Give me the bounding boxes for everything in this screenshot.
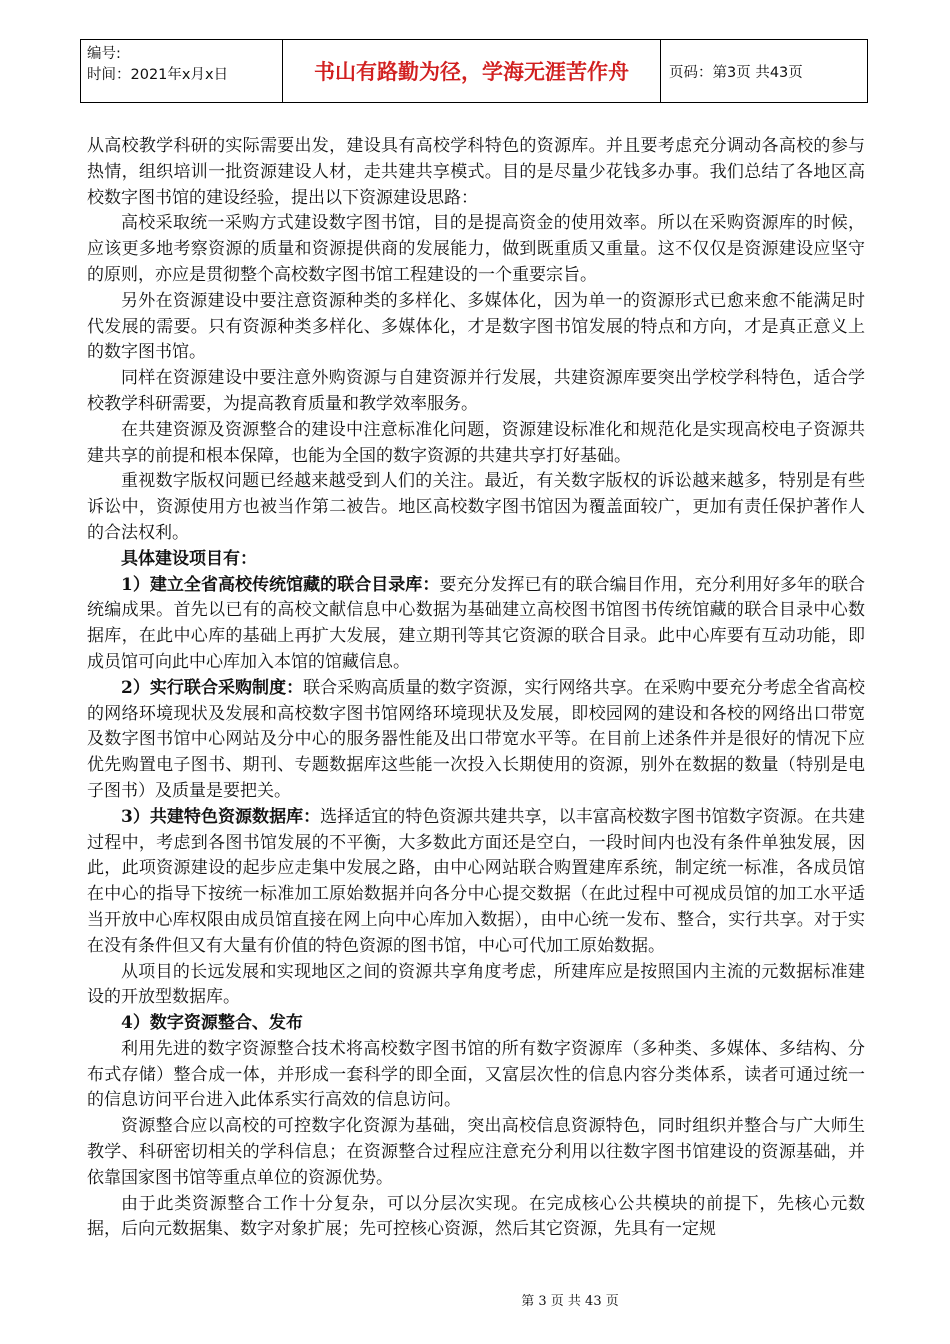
- paragraph: 另外在资源建设中要注意资源种类的多样化、多媒体化，因为单一的资源形式已愈来愈不能满足时代发展的需要。只有资源种类多样化、多媒体化，才是数字图书馆发展的特点和方向，才是真正意义上的数字图书馆。: [87, 290, 865, 363]
- page-header: [80, 39, 868, 103]
- paragraph: 1）建立全省高校传统馆藏的联合目录库：要充分发挥已有的联合编目作用，充分利用好多年的联合统编成果。首先以已有的高校文献信息中心数据为基础建立高校图书馆图书传统馆藏的联合目录中心数据库，在此中心库的基础上再扩大发展，建立期刊等其它资源的联合目录。此中心库要有互动功能，即成员馆可向此中心库加入本馆的馆藏信息。: [87, 574, 866, 672]
- paragraph: 从项目的长远发展和实现地区之间的资源共享角度考虑，所建库应是按照国内主流的元数据标准建设的开放型数据库。: [87, 961, 865, 1008]
- time-label: 时间：2021年x月x日: [87, 67, 229, 83]
- header-motto: 书山有路勤为径，学海无涯苦作舟: [283, 40, 661, 102]
- page-footer: 第 3 页 共 43 页: [521, 1294, 619, 1309]
- paragraph: 2）实行联合采购制度：联合采购高质量的数字资源，实行网络共享。在采购中要充分考虑全省高校的网络环境现状及发展和高校数字图书馆网络环境现状及发展，即校园网的建设和各校的网络出口带宽及数字图书馆中心网站及分中心的服务器性能及出口带宽水平等。在目前上述条件并是很好的情况下应优先购置电子图书、期刊、专题数据库这些能一次投入长期使用的资源，别外在数据的数量（特别是电子图书）及质量是要把关。: [87, 677, 865, 801]
- paragraph: 利用先进的数字资源整合技术将高校数字图书馆的所有数字资源库（多种类、多媒体、多结构、分布式存储）整合成一体，并形成一套科学的即全面，又富层次性的信息内容分类体系，读者可通过统一的信息访问平台进入此体系实行高效的信息访问。: [87, 1038, 865, 1111]
- paragraph: 重视数字版权问题已经越来越受到人们的关注。最近，有关数字版权的诉讼越来越多，特别是有些诉讼中，资源使用方也被当作第二被告。地区高校数字图书馆因为覆盖面较广，更加有责任保护著作人的合法权利。: [87, 471, 865, 543]
- paragraph: 3）共建特色资源数据库：选择适宜的特色资源共建共享，以丰富高校数字图书馆数字资源。在共建过程中，考虑到各图书馆发展的不平衡，大多数此方面还是空白，一段时间内也没有条件单独发展，因此，此项资源建设的起步应走集中发展之路，由中心网站联合购置建库系统，制定统一标准，各成员馆在中心的指导下按统一标准加工原始数据并向各分中心提交数据（在此过程中可视成员馆的加工水平适当开放中心库权限由成员馆直接在网上向中心库加入数据），由中心统一发布、整合，实行共享。对于实在没有条件但又有大量有价值的特色资源的图书馆，中心可代加工原始数据。: [87, 806, 865, 956]
- paragraph: 高校采取统一采购方式建设数字图书馆，目的是提高资金的使用效率。所以在采购资源库的时候，应该更多地考察资源的质量和资源提供商的发展能力，做到既重质又重量。这不仅仅是资源建设应坚守的原则，亦应是贯彻整个高校数字图书馆工程建设的一个重要宗旨。: [87, 213, 865, 285]
- section-heading: 4）数字资源整合、发布: [121, 1013, 303, 1034]
- paragraph: 在共建资源及资源整合的建设中注意标准化问题，资源建设标准化和规范化是实现高校电子资源共建共享的前提和根本保障，也能为全国的数字资源的共建共享打好基础。: [87, 419, 865, 466]
- paragraph: 由于此类资源整合工作十分复杂，可以分层次实现。在完成核心公共模块的前提下，先核心元数据，后向元数据集、数字对象扩展；先可控核心资源，然后其它资源，先具有一定规: [87, 1193, 865, 1240]
- paragraph: 同样在资源建设中要注意外购资源与自建资源并行发展，共建资源库要突出学校学科特色，适合学校教学科研需要，为提高教育质量和教学效率服务。: [87, 368, 865, 414]
- code-label: 编号:: [87, 46, 121, 62]
- header-page-number: 页码：第3页 共43页: [669, 64, 803, 81]
- document-body: [87, 134, 865, 1243]
- paragraph: 资源整合应以高校的可控数字化资源为基础，突出高校信息资源特色，同时组织并整合与广大师生教学、科研密切相关的学科信息；在资源整合过程应注意充分利用以往数字图书馆建设的资源基础，并依靠国家图书馆等重点单位的资源优势。: [87, 1116, 865, 1188]
- paragraph: 从高校教学科研的实际需要出发，建设具有高校学科特色的资源库。并且要考虑充分调动各高校的参与热情，组织培训一批资源建设人材，走共建共享模式。目的是尽量少花钱多办事。我们总结了各地区高校数字图书馆的建设经验，提出以下资源建设思路：: [87, 136, 865, 208]
- header-meta: [81, 40, 283, 102]
- section-heading: 具体建设项目有：: [121, 548, 257, 569]
